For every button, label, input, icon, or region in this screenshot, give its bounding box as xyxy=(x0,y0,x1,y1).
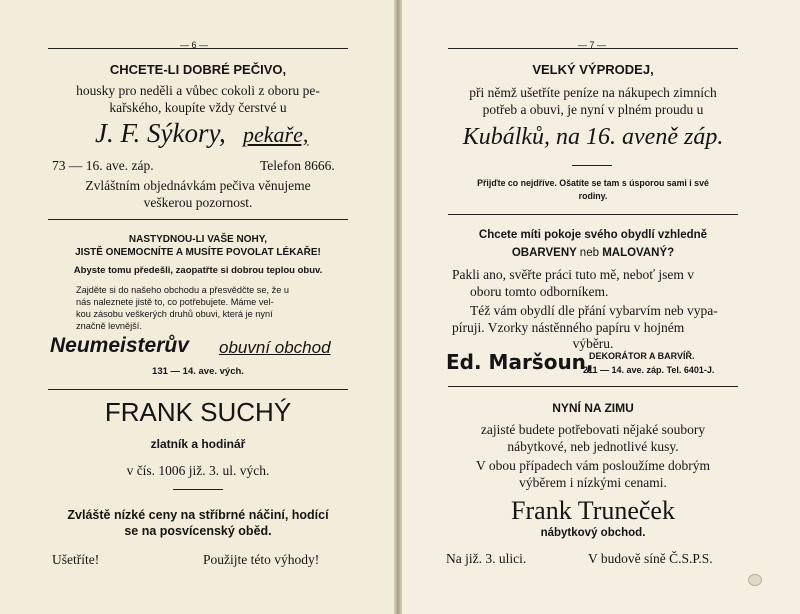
painter-address: 211 — 14. ave. záp. Tel. 6401-J. xyxy=(583,365,715,375)
bakery-heading: CHCETE-LI DOBRÉ PEČIVO, xyxy=(109,62,287,77)
furniture-trade: nábytkový obchod. xyxy=(540,527,646,539)
sale-line-1: při němž ušetříte peníze na nákupech zimních xyxy=(469,85,717,100)
bakery-address: 73 — 16. ave. záp. xyxy=(52,158,154,173)
jeweler-slogan-left: Ušetříte! xyxy=(52,552,100,567)
painter-heading-2a: OBARVENY xyxy=(511,247,577,259)
furniture-building: V budově síně Č.S.P.S. xyxy=(588,551,713,566)
header-rule-right xyxy=(448,48,738,49)
divider-right-1 xyxy=(448,214,738,215)
furniture-line-1: zajisté budete potřebovati nějaké soubory xyxy=(480,422,706,437)
sale-name: Kubálků, na 16. aveně záp. xyxy=(462,124,724,150)
painter-line-2: oboru tomto odborníkem. xyxy=(470,284,609,299)
furniture-line-2: nábytkové, neb jednotlivé kusy. xyxy=(507,439,679,454)
painter-trade: DEKORÁTOR A BARVÍŘ. xyxy=(589,351,695,361)
page-number-left: — 6 — xyxy=(180,40,209,50)
shoes-address: 131 — 14. ave. vých. xyxy=(152,366,244,377)
painter-line-3: Též vám obydlí dle přání vybarvím neb vypa- xyxy=(470,303,718,318)
painter-line-1: Pakli ano, svěřte práci tuto mě, neboť jsem v xyxy=(452,267,694,282)
painter-line-4: píruji. Vzorky nástěnného papíru v hojném xyxy=(452,320,685,335)
bakery-line-1: housky pro neděli a vůbec cokoli z oboru pe- xyxy=(76,83,320,98)
sale-heading: VELKÝ VÝPRODEJ, xyxy=(532,62,654,77)
furniture-name: Frank Truneček xyxy=(511,496,675,525)
divider-left-1 xyxy=(48,219,348,220)
shoes-line-2: nás naleznete jistě to, co potřebujete. Máme vel- xyxy=(76,297,274,307)
furniture-line-3: V obou případech vám posloužíme dobrým xyxy=(475,458,711,473)
jeweler-offer-2: se na posvícenský oběd. xyxy=(124,524,272,538)
shoes-line-3: kou zásobu veškerých druhů obuvi, která je nyní xyxy=(76,309,273,319)
sale-line-2: potřeb a obuvi, je nyní v plném proudu u xyxy=(482,102,704,117)
painter-line-5: výběru. xyxy=(572,336,614,351)
short-rule-jeweler xyxy=(173,489,223,490)
sale-note-1: Přijďte co nejdříve. Ošatíte se tam s úsporou sami i své xyxy=(477,178,709,188)
painter-heading-2b: neb xyxy=(579,247,599,259)
staple-hole xyxy=(748,574,762,586)
jeweler-name: FRANK SUCHÝ xyxy=(104,397,292,427)
bakery-line-2: kařského, koupíte vždy čerstvé u xyxy=(109,100,287,115)
furniture-line-4: výběrem i nízkými cenami. xyxy=(519,475,667,490)
bakery-name: J. F. Sýkory, xyxy=(95,118,226,148)
booklet-spine xyxy=(394,0,402,614)
jeweler-offer-1: Zvláště nízké ceny na stříbrné náčiní, hodící xyxy=(67,508,329,522)
painter-heading-1: Chcete míti pokoje svého obydlí vzhledně xyxy=(478,229,708,241)
short-rule-sale xyxy=(572,165,612,166)
shoes-name: Neumeisterův xyxy=(50,334,189,357)
painter-heading-2 xyxy=(448,247,738,259)
page-number-right: — 7 — xyxy=(578,40,607,50)
divider-left-2 xyxy=(48,389,348,390)
bakery-note-2: veškerou pozornost. xyxy=(143,195,253,210)
shoes-line-1: Zajděte si do našeho obchodu a přesvědčte se, že u xyxy=(76,285,289,295)
divider-right-2 xyxy=(448,386,738,387)
bakery-trade: pekaře, xyxy=(243,122,309,147)
jeweler-trade: zlatník a hodinář xyxy=(150,437,246,451)
header-rule-left xyxy=(48,48,348,49)
furniture-heading: NYNÍ NA ZIMU xyxy=(552,401,634,415)
shoes-line-4: značně levnější. xyxy=(76,321,142,331)
bakery-note-1: Zvláštním objednávkám pečiva věnujeme xyxy=(85,178,311,193)
sale-note-2: rodiny. xyxy=(578,191,608,201)
painter-heading-2c: MALOVANÝ? xyxy=(602,247,675,259)
shoes-advice: Abyste tomu předešli, zaopatřte si dobrou teplou obuv. xyxy=(73,265,323,276)
bakery-phone: Telefon 8666. xyxy=(260,158,335,173)
shoes-trade: obuvní obchod xyxy=(219,338,331,357)
shoes-heading-2: JISTĚ ONEMOCNÍTE A MUSÍTE POVOLAT LÉKAŘE! xyxy=(75,247,321,258)
shoes-heading-1: NASTYDNOU-LI VAŠE NOHY, xyxy=(128,234,268,245)
jeweler-slogan-right: Použijte této výhody! xyxy=(203,552,320,567)
painter-name: Ed. Maršoun, xyxy=(446,350,594,374)
furniture-address: Na již. 3. ulici. xyxy=(446,551,527,566)
jeweler-address: v čís. 1006 již. 3. ul. vých. xyxy=(126,463,270,478)
